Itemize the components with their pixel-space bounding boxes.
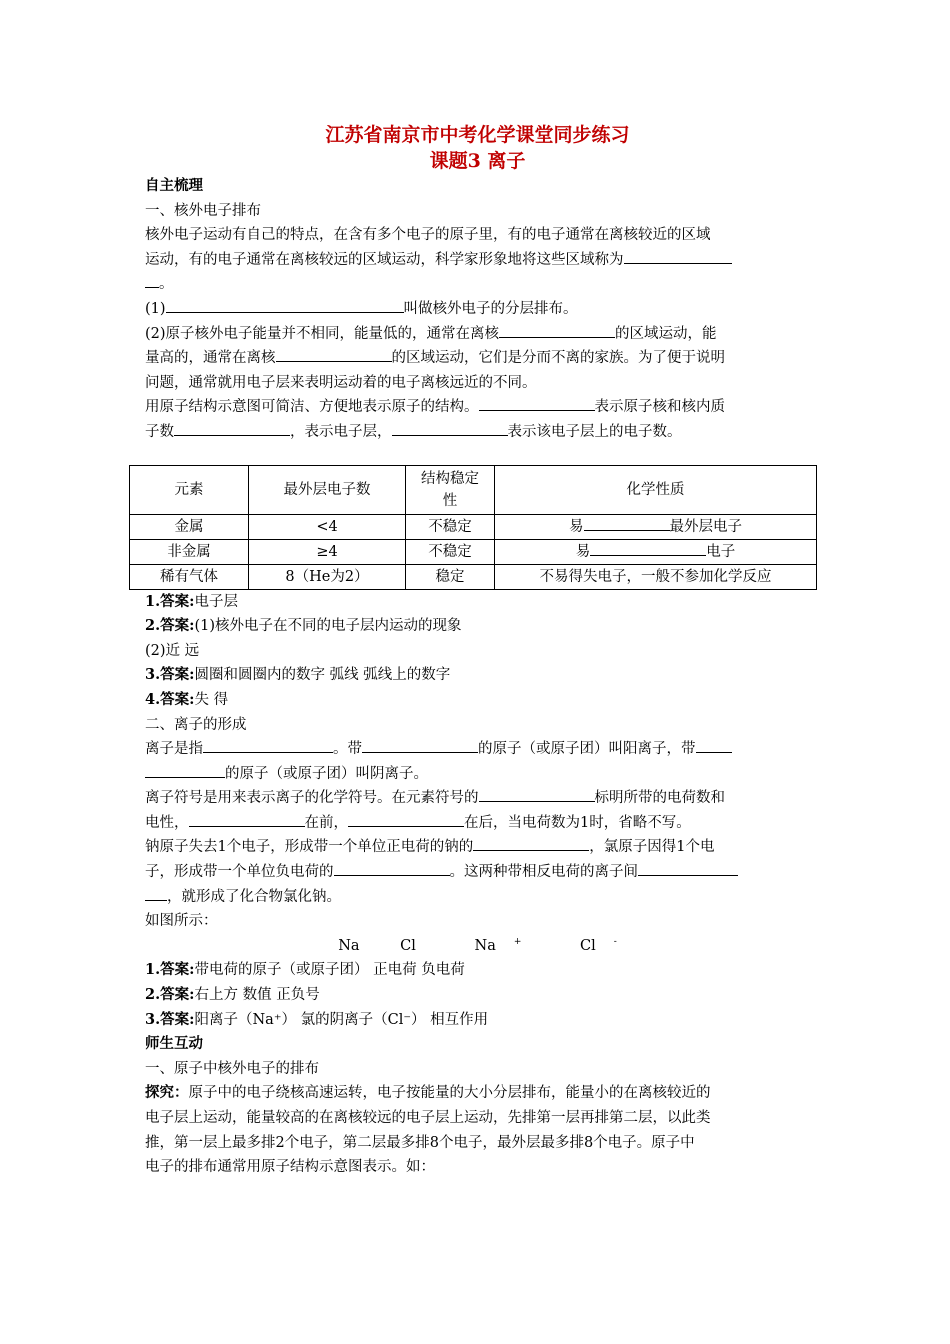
blank-line <box>362 738 478 753</box>
answer-line: 3.答案:阳离子（Na⁺） 氯的阴离子（Cl⁻） 相互作用 <box>145 1010 489 1028</box>
blank-line <box>473 836 589 851</box>
blank-line <box>499 323 615 338</box>
table-cell: 不易得失电子，一般不参加化学反应 <box>495 564 817 589</box>
ion-label: Na <box>338 937 360 954</box>
table-header: 化学性质 <box>495 465 817 514</box>
table-row <box>130 564 817 589</box>
blank-line <box>479 396 595 411</box>
question-2: (2)原子核外电子能量并不相同，能量低的，通常在离核 的区域运动，能 量高的，通常在离核 的区域运动，它们是分而不离的家族。为了便于说明 问题，通常就用电子层来表明运动着的电子离核远近的不同。 <box>145 322 810 396</box>
answer-line: (2)近 远 <box>145 642 200 659</box>
doc-subtitle: 课题3 离子 <box>429 150 526 172</box>
figure-caption: 如图所示： <box>145 913 218 930</box>
table-header: 结构稳定 性 <box>406 465 495 514</box>
table-header: 元素 <box>130 465 249 514</box>
blank-line <box>392 421 508 436</box>
blank-line <box>203 738 333 753</box>
blank-line <box>638 861 738 876</box>
paragraph-ion-symbol: 离子符号是用来表示离子的化学符号。在元素符号的 标明所带的电荷数和 电性， 在前， 在后，当电荷数为1时，省略不写。 <box>145 786 810 835</box>
doc-title: 江苏省南京市中考化学课堂同步练习 <box>325 124 630 146</box>
blank-line <box>584 516 670 531</box>
answers-section-1 <box>145 590 810 713</box>
blank-line <box>590 541 706 556</box>
table-cell: <4 <box>249 514 406 539</box>
paragraph-electron-motion: 核外电子运动有自己的特点，在含有多个电子的原子里，有的电子通常在离核较近的区域 运动，有的电子通常在离核较远的区域运动，科学家形象地将这些区域称为 。 <box>145 223 810 297</box>
table-header: 最外层电子数 <box>249 465 406 514</box>
blank-line <box>696 738 732 753</box>
element-properties-table <box>129 465 817 590</box>
blank-line <box>348 812 464 827</box>
table-cell: 8（He为2） <box>249 564 406 589</box>
table-cell: 稀有气体 <box>130 564 249 589</box>
blank-line <box>624 249 732 264</box>
table-row <box>130 539 817 564</box>
table-cell: 不稳定 <box>406 514 495 539</box>
answer-line: 4.答案:失 得 <box>145 690 229 708</box>
ion-figure <box>145 934 810 959</box>
answer-line: 2.答案:右上方 数值 正负号 <box>145 986 320 1004</box>
table-cell: 易 最外层电子 <box>495 514 817 539</box>
answers-section-2 <box>145 958 810 1032</box>
table-cell: 不稳定 <box>406 539 495 564</box>
blank-line <box>479 787 595 802</box>
blank-line <box>145 886 167 901</box>
table-cell: 稳定 <box>406 564 495 589</box>
ion-label: Cl - <box>580 937 617 954</box>
section-heading-self-study: 自主梳理 <box>145 177 203 194</box>
blank-line <box>189 812 305 827</box>
table-cell: 易 电子 <box>495 539 817 564</box>
section-heading-interaction: 师生互动 <box>145 1035 203 1053</box>
document-page <box>145 122 810 1180</box>
ion-label: Na + <box>474 937 522 954</box>
blank-line <box>276 347 392 362</box>
table-cell: 非金属 <box>130 539 249 564</box>
table-cell: 金属 <box>130 514 249 539</box>
subheading-ion-formation: 二、离子的形成 <box>145 716 247 733</box>
paragraph-explore: 探究：原子中的电子绕核高速运转，电子按能量的大小分层排布，能量小的在离核较近的 电子层上运动，能量较高的在离核较远的电子层上运动，先排第一层再排第二层，以此类 推，第一层上最多排2个电子，第二层最多排8个电子，最外层最多排8个电子。原子中 电子的排布通常用原子结构示意图表示。如： <box>145 1084 711 1176</box>
paragraph-sodium-chloride: 钠原子失去1个电子，形成带一个单位正电荷的钠的 ，氯原子因得1个电 子，形成带一个单位负电荷的 。这两种带相反电荷的离子间 ，就形成了化合物氯化钠。 <box>145 835 810 909</box>
paragraph-ion-definition: 离子是指 。带 的原子（或原子团）叫阳离子，带 的原子（或原子团）叫阴离子。 <box>145 737 810 786</box>
table-row <box>130 514 817 539</box>
subheading-electron-arrangement: 一、核外电子排布 <box>145 202 261 219</box>
blank-line <box>145 763 225 778</box>
answer-line: 2.答案:(1)核外电子在不同的电子层内运动的现象 <box>145 617 462 635</box>
ion-label: Cl <box>400 937 416 954</box>
blank-line <box>166 298 404 313</box>
blank-line <box>145 273 159 288</box>
blank-line <box>334 861 450 876</box>
table-cell: ≥4 <box>249 539 406 564</box>
subheading-electron-arrangement-atom: 一、原子中核外电子的排布 <box>145 1060 319 1077</box>
blank-line <box>174 421 290 436</box>
answer-line: 3.答案:圆圈和圆圈内的数字 弧线 弧线上的数字 <box>145 666 451 684</box>
question-1: (1) 叫做核外电子的分层排布。 <box>145 297 810 322</box>
question-3: 用原子结构示意图可简洁、方便地表示原子的结构。 表示原子核和核内质 子数 ，表示电子层， 表示该电子层上的电子数。 <box>145 395 810 444</box>
answer-line: 1.答案:带电荷的原子（或原子团） 正电荷 负电荷 <box>145 961 465 979</box>
answer-line: 1.答案:电子层 <box>145 592 238 610</box>
